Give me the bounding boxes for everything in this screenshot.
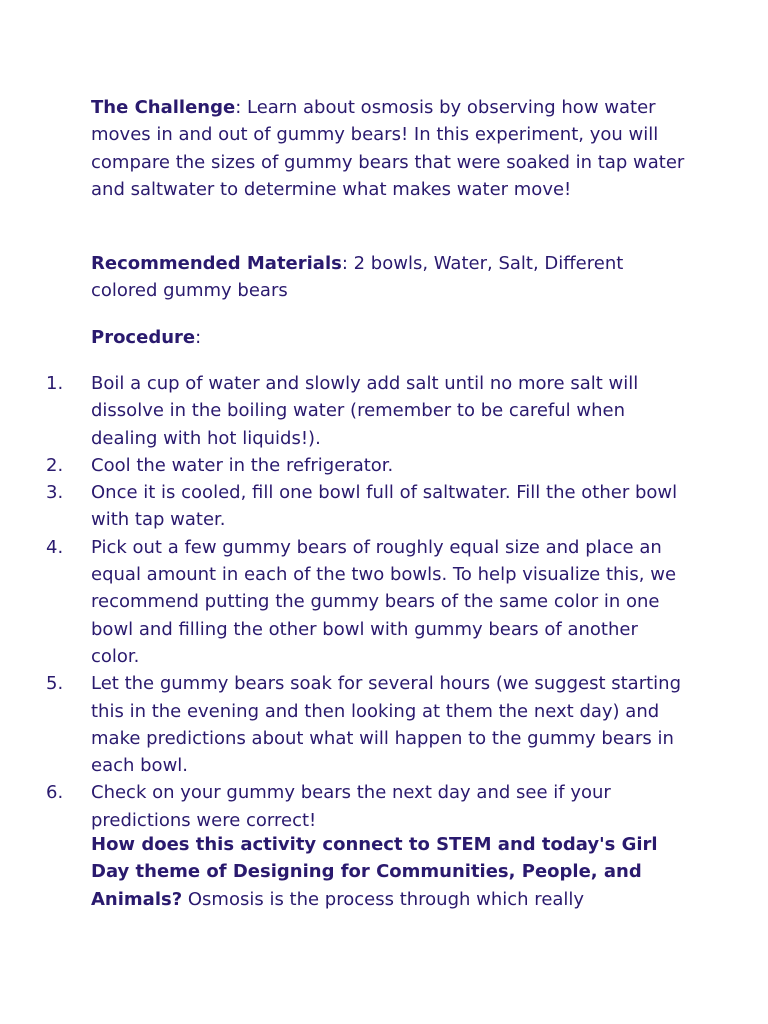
materials-paragraph	[91, 250, 691, 305]
step-text: Cool the water in the refrigerator.	[91, 454, 394, 476]
procedure-heading: Procedure	[91, 327, 196, 348]
challenge-paragraph	[91, 94, 691, 203]
step-text: Pick out a few gummy bears of roughly equal size and place an equal amount in each of the two bowls. To help visualize this, we recommend putting the gummy bears of the same color in one bowl and filling the other bowl with gummy bears of another color.	[91, 536, 677, 667]
procedure-step	[0, 370, 691, 452]
step-text: Check on your gummy bears the next day and see if your predictions were correct!	[91, 782, 611, 831]
step-text: Once it is cooled, fill one bowl full of saltwater. Fill the other bowl with tap water.	[91, 482, 678, 531]
step-number: 6.	[46, 782, 64, 804]
stem-heading: How does this activity connect to STEM and today's Girl Day theme of Designing for Communities, People, and Animals?	[91, 834, 658, 910]
procedure-step	[0, 534, 691, 670]
step-number: 2.	[46, 454, 64, 476]
step-number: 4.	[46, 536, 64, 558]
stem-paragraph	[91, 831, 691, 913]
step-text: Boil a cup of water and slowly add salt until no more salt will dissolve in the boiling water (remember to be careful when dealing with hot liquids!).	[91, 373, 639, 449]
step-text: Let the gummy bears soak for several hours (we suggest starting this in the evening and then looking at them the next day) and make predictions about what will happen to the gummy bears in each bowl.	[91, 673, 682, 777]
procedure-steps-list	[0, 370, 768, 834]
step-number: 3.	[46, 482, 64, 504]
procedure-step	[0, 479, 691, 534]
procedure-step	[0, 670, 691, 779]
step-number: 5.	[46, 673, 64, 695]
procedure-text: :	[195, 327, 202, 348]
challenge-text: : Learn about osmosis by observing how water moves in and out of gummy bears! In this experiment, you will compare the sizes of gummy bears that were soaked in tap water and saltwater to determine what makes water move!	[91, 97, 685, 200]
step-number: 1.	[46, 373, 64, 394]
procedure-step	[0, 452, 691, 479]
procedure-step	[0, 779, 691, 834]
procedure-paragraph	[91, 324, 691, 351]
stem-text: Osmosis is the process through which really	[182, 888, 585, 910]
challenge-heading: The Challenge	[91, 97, 236, 118]
materials-text: : 2 bowls, Water, Salt, Different colored gummy bears	[91, 253, 624, 302]
materials-heading: Recommended Materials	[91, 253, 342, 274]
